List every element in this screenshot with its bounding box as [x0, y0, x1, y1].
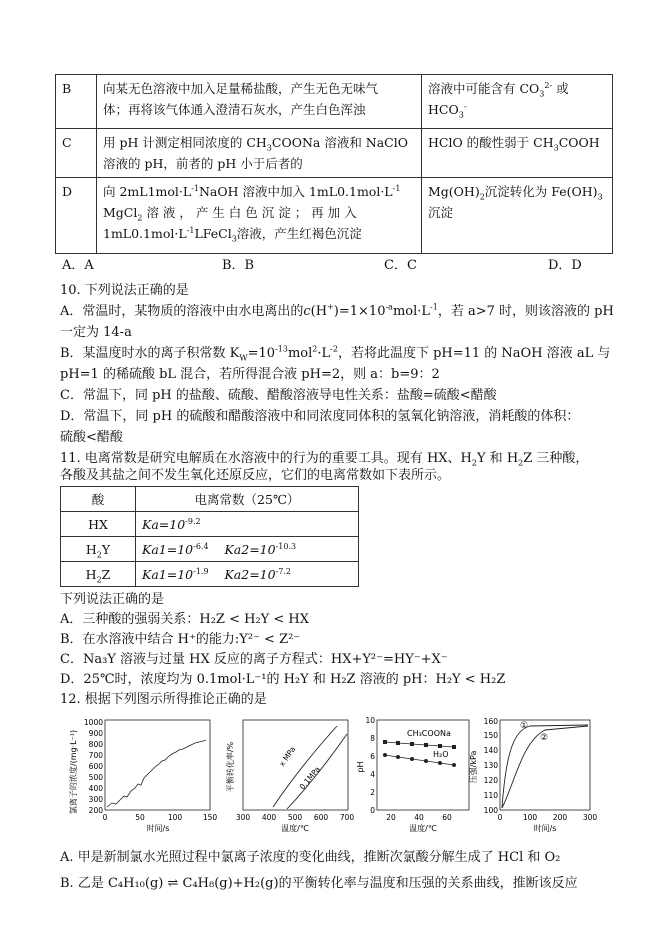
ionization-table	[60, 486, 359, 587]
svg-text:100: 100	[522, 813, 538, 822]
row-label: B	[56, 75, 97, 129]
q10-option-a[interactable]: A．常温时，某物质的溶液中由水电离出的$c(H^+)=1\times 10^{-a}mol\cdot L^{-1}$，若 a>7 时，则该溶液的 pH	[60, 302, 614, 319]
figure-pressure	[470, 712, 600, 837]
table-row: C 用 pH 计测定相同浓度的 $CH_3COONa$ 溶液和 NaClO 溶液的 pH，前者的 pH 小于后者的 HClO 的酸性弱于 $CH_3COOH$	[56, 129, 613, 178]
operation-text: 体；再将该气体通入澄清石灰水，产生白色浑浊	[103, 102, 366, 117]
acid-name: $H_2Z$	[61, 562, 136, 587]
svg-text:2: 2	[370, 788, 375, 797]
svg-text:150: 150	[483, 731, 498, 740]
q11-option-a[interactable]: A．三种酸的强弱关系：H₂Z < H₂Y < HX	[60, 612, 310, 627]
acid-name: HX	[61, 512, 136, 537]
acid-name: $H_2Y$	[61, 537, 136, 562]
table-row: HX $Ka=10^{-9.2}$	[61, 512, 359, 537]
q10-option-a-cont: 一定为 14-a	[60, 325, 132, 340]
svg-text:150: 150	[202, 813, 218, 822]
svg-text:130: 130	[483, 761, 498, 770]
svg-text:①: ①	[520, 721, 529, 731]
svg-text:500: 500	[287, 813, 303, 822]
table-row: $H_2Z$ $Ka1=10^{-1.9}$ $Ka2=10^{-7.2}$	[61, 562, 359, 587]
q11-stem3: 下列说法正确的是	[60, 592, 165, 607]
svg-text:200: 200	[552, 813, 568, 822]
q12-option-b[interactable]: B. 乙是 C₄H₁₀(g) ⇌ C₄H₈(g)+H₂(g)的平衡转化率与温度和压强的关系曲线，推断该反应	[60, 876, 578, 891]
svg-text:1000: 1000	[83, 718, 103, 727]
svg-text:4: 4	[370, 770, 375, 779]
svg-text:300: 300	[88, 795, 103, 804]
conclusion-text: HCO	[428, 102, 459, 117]
svg-text:110: 110	[483, 791, 498, 800]
svg-text:②: ②	[540, 733, 549, 743]
svg-text:H₂O: H₂O	[433, 750, 449, 759]
svg-text:压强/kPa: 压强/kPa	[469, 750, 478, 784]
plot-frame	[243, 720, 348, 810]
q11-stem-cont: 各酸及其盐之间不发生氧化还原反应，它们的电离常数如下表所示。	[60, 468, 451, 483]
table-row: D 向 $2mL1mol\cdot L^{-1}NaOH$ 溶液中加入 $1mL0.1mol\cdot L^{-1}$ MgCl$_2$ 溶 液 ， 产 生 白 色 沉 淀 ； 再 加 入 $1mL0.1mol\cdot L^{-1}LFeCl_3$溶液，产生红褐色沉淀 $Mg(OH)_2$沉淀转化为 $Fe(OH)_3$ 沉淀	[56, 178, 613, 254]
svg-text:0: 0	[370, 806, 375, 815]
q10-option-b[interactable]: B．某温度时水的离子积常数 $K_W=10^{-13}mol^2\cdot L^{-2}$，若将此温度下 pH=11 的 NaOH 溶液 aL 与	[60, 344, 611, 363]
q11-option-b[interactable]: B．在水溶液中结合 H⁺的能力:Y²⁻ < Z²⁻	[60, 632, 301, 647]
svg-text:200: 200	[88, 806, 103, 815]
q12-stem: 12. 根据下列图示所得推论正确的是	[60, 692, 267, 707]
svg-text:700: 700	[88, 751, 103, 760]
svg-text:10: 10	[365, 716, 375, 725]
table-row: B 向某无色溶液中加入足量稀盐酸，产生无色无味气 体；再将该气体通入澄清石灰水，产生白色浑浊 溶液中可能含有 $CO_3^{2-}$ 或 $HCO_3^-$	[56, 75, 613, 129]
svg-text:160: 160	[483, 717, 498, 726]
svg-text:0: 0	[102, 813, 108, 822]
svg-text:时间/s: 时间/s	[146, 824, 170, 833]
svg-text:x MPa: x MPa	[277, 744, 298, 769]
svg-text:300: 300	[235, 813, 251, 822]
conclusion-text: 溶液中可能含有 CO	[428, 81, 540, 96]
row-label: C	[56, 129, 97, 178]
svg-text:500: 500	[88, 773, 103, 782]
choice-d[interactable]: D．D	[548, 258, 582, 273]
svg-text:100: 100	[483, 806, 498, 815]
svg-text:0: 0	[497, 813, 503, 822]
q10-option-c[interactable]: C．常温下，同 pH 的盐酸、硫酸、醋酸溶液导电性关系：盐酸=硫酸<醋酸	[60, 388, 497, 403]
svg-text:600: 600	[88, 762, 103, 771]
svg-text:40: 40	[414, 813, 424, 822]
table-row: $H_2Y$ $Ka1=10^{-6.4}$ $Ka2=10^{-10.3}$	[61, 537, 359, 562]
ch3coona-line	[385, 742, 454, 747]
q10-option-d[interactable]: D．常温下，同 pH 的硫酸和醋酸溶液中和同浓度同体积的氢氧化钠溶液，消耗酸的体积：	[60, 409, 580, 424]
svg-text:8: 8	[370, 734, 375, 743]
operation-text: 向某无色溶液中加入足量稀盐酸，产生无色无味气	[103, 81, 379, 96]
q11-stem: 11. 电离常数是研究电解质在水溶液中的行为的重要工具。现有 HX、$H_2Y$ 和 $H_2Z$ 三种酸，	[60, 451, 589, 468]
q11-option-c[interactable]: C．Na₃Y 溶液与过量 HX 反应的离子方程式：HX+Y²⁻=HY⁻+X⁻	[60, 652, 448, 667]
svg-text:400: 400	[261, 813, 277, 822]
choice-c[interactable]: C．C	[384, 258, 417, 273]
figure-conversion	[225, 712, 355, 837]
svg-text:120: 120	[483, 776, 498, 785]
q10-stem: 10. 下列说法正确的是	[60, 283, 189, 298]
row-label: D	[56, 178, 97, 254]
svg-text:平衡转化率/%: 平衡转化率/%	[226, 741, 235, 793]
svg-text:600: 600	[313, 813, 329, 822]
svg-text:6: 6	[370, 752, 375, 761]
svg-text:800: 800	[88, 740, 103, 749]
figure-ph	[355, 712, 475, 837]
svg-text:氯离子的浓度/(mg·L⁻¹): 氯离子的浓度/(mg·L⁻¹)	[69, 729, 78, 815]
svg-text:700: 700	[339, 813, 355, 822]
q12-option-a[interactable]: A. 甲是新制氯水光照过程中氯离子浓度的变化曲线，推断次氯酸分解生成了 HCl 和 O₂	[60, 850, 561, 865]
svg-text:300: 300	[582, 813, 598, 822]
svg-text:时间/s: 时间/s	[533, 824, 557, 833]
svg-text:20: 20	[386, 813, 396, 822]
q11-option-d[interactable]: D．25℃时，浓度均为 0.1mol·L⁻¹的 H₂Y 和 H₂Z 溶液的 pH：H₂Y < H₂Z	[60, 672, 506, 687]
svg-text:CH₃COONa: CH₃COONa	[407, 729, 451, 738]
q10-option-d-cont: 硫酸<醋酸	[60, 430, 123, 445]
figure-chloride	[70, 712, 220, 837]
svg-text:温度/℃: 温度/℃	[281, 824, 309, 833]
svg-text:140: 140	[483, 746, 498, 755]
chloride-curve	[107, 740, 206, 807]
table-header: 酸 电离常数（25℃）	[61, 487, 359, 512]
q10-option-b-cont: pH=1 的稀硫酸 bL 混合，若所得混合液 pH=2，则 a：b=9：2	[60, 367, 440, 382]
q9-table	[55, 74, 613, 254]
svg-text:400: 400	[88, 784, 103, 793]
svg-text:温度/℃: 温度/℃	[409, 824, 437, 833]
svg-text:50: 50	[135, 813, 145, 822]
svg-text:pH: pH	[356, 761, 365, 773]
svg-text:900: 900	[88, 729, 103, 738]
choice-a[interactable]: A．A	[62, 258, 94, 273]
choice-b[interactable]: B．B	[222, 258, 255, 273]
svg-text:0.1MPa: 0.1MPa	[297, 764, 323, 792]
svg-text:60: 60	[442, 813, 452, 822]
svg-text:100: 100	[167, 813, 183, 822]
